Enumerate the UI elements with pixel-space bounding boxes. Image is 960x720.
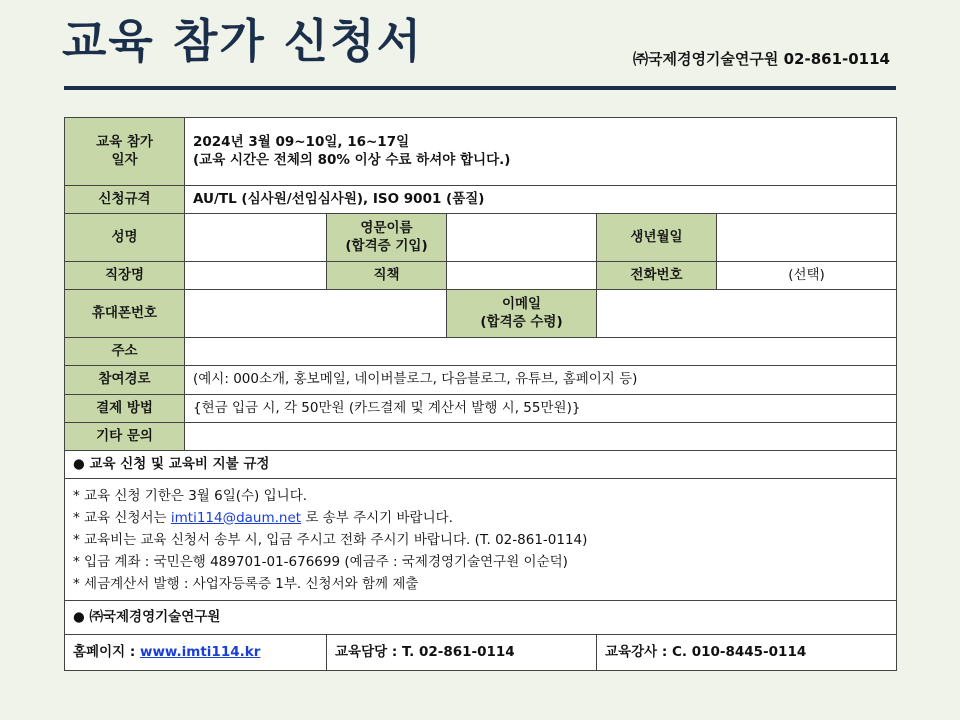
- rule-note-deadline: * 교육 신청 기한은 3월 6일(수) 입니다.: [73, 487, 308, 504]
- rule-note-submission-suffix: 로 송부 주시기 바랍니다.: [301, 509, 453, 526]
- company-label: 직장명: [65, 262, 185, 290]
- schedule-value-line1: 2024년 3월 09~10일, 16~17일: [193, 133, 410, 150]
- phone-label: 전화번호: [597, 262, 717, 290]
- referral-label: 참여경로: [65, 366, 185, 395]
- email-label-line2: (합격증 수령): [480, 313, 563, 330]
- email-field[interactable]: [597, 290, 897, 338]
- row-course: [65, 186, 897, 214]
- instructor-contact: 교육강사 : C. 010-8445-0114: [597, 635, 897, 671]
- row-name: [65, 214, 897, 262]
- row-address: [65, 338, 897, 366]
- schedule-label-line1: 교육 참가: [96, 133, 153, 150]
- row-footer-contacts: [65, 635, 897, 671]
- row-org-heading: [65, 601, 897, 635]
- address-label: 주소: [65, 338, 185, 366]
- email-label: [447, 290, 597, 338]
- birth-label: 생년월일: [597, 214, 717, 262]
- rule-note-payment: * 교육비는 교육 신청서 송부 시, 입금 주시고 전화 주시기 바랍니다. (T. 02-861-0114): [73, 531, 588, 548]
- manager-contact: 교육담당 : T. 02-861-0114: [327, 635, 597, 671]
- homepage-cell: [65, 635, 327, 671]
- title-divider: [64, 86, 896, 90]
- english-name-label-line2: (합격증 기입): [345, 237, 428, 254]
- company-field[interactable]: [185, 262, 327, 290]
- course-label: 신청규격: [65, 186, 185, 214]
- rule-note-submission-prefix: * 교육 신청서는: [73, 509, 171, 526]
- schedule-value-line2: (교육 시간은 전체의 80% 이상 수료 하셔야 합니다.): [193, 151, 511, 168]
- schedule-label: [65, 118, 185, 186]
- org-heading: ● ㈜국제경영기술연구원: [65, 601, 897, 635]
- course-value: AU/TL (심사원/선임심사원), ISO 9001 (품질): [185, 186, 897, 214]
- english-name-field[interactable]: [447, 214, 597, 262]
- row-company: [65, 262, 897, 290]
- email-label-line1: 이메일: [501, 295, 542, 312]
- email-link[interactable]: imti114@daum.net: [170, 509, 302, 526]
- row-mobile: [65, 290, 897, 338]
- address-field[interactable]: [185, 338, 897, 366]
- english-name-label-line1: 영문이름: [360, 219, 413, 236]
- homepage-link[interactable]: www.imti114.kr: [139, 643, 261, 660]
- schedule-value: [185, 118, 897, 186]
- name-field[interactable]: [185, 214, 327, 262]
- other-label: 기타 문의: [65, 423, 185, 451]
- schedule-label-line2: 일자: [111, 151, 138, 168]
- rule-note-submission: [73, 507, 888, 529]
- phone-field[interactable]: (선택): [717, 262, 897, 290]
- org-contact: ㈜국제경영기술연구원 02-861-0114: [632, 50, 890, 68]
- mobile-label: 휴대폰번호: [65, 290, 185, 338]
- homepage-label: 홈페이지 :: [73, 643, 140, 660]
- row-rules-notes: [65, 479, 897, 601]
- row-rules-heading: [65, 451, 897, 479]
- rule-note-invoice: * 세금계산서 발행 : 사업자등록증 1부. 신청서와 함께 제출: [73, 575, 419, 592]
- row-other: [65, 423, 897, 451]
- row-schedule: [65, 118, 897, 186]
- rules-notes: [65, 479, 897, 601]
- other-field[interactable]: [185, 423, 897, 451]
- english-name-label: [327, 214, 447, 262]
- name-label: 성명: [65, 214, 185, 262]
- application-form: [64, 117, 897, 671]
- payment-label: 결제 방법: [65, 395, 185, 423]
- row-payment: [65, 395, 897, 423]
- mobile-field[interactable]: [185, 290, 447, 338]
- payment-value: {현금 입금 시, 각 50만원 (카드결제 및 계산서 발행 시, 55만원)}: [185, 395, 897, 423]
- row-referral: [65, 366, 897, 395]
- page-title: 교육 참가 신청서: [62, 14, 424, 68]
- birth-field[interactable]: [717, 214, 897, 262]
- referral-field[interactable]: (예시: 000소개, 홍보메일, 네이버블로그, 다음블로그, 유튜브, 홈페이지 등): [185, 366, 897, 395]
- position-field[interactable]: [447, 262, 597, 290]
- position-label: 직책: [327, 262, 447, 290]
- rule-note-account: * 입금 계좌 : 국민은행 489701-01-676699 (예금주 : 국제경영기술연구원 이순덕): [73, 553, 568, 570]
- rules-heading: ● 교육 신청 및 교육비 지불 규정: [65, 451, 897, 479]
